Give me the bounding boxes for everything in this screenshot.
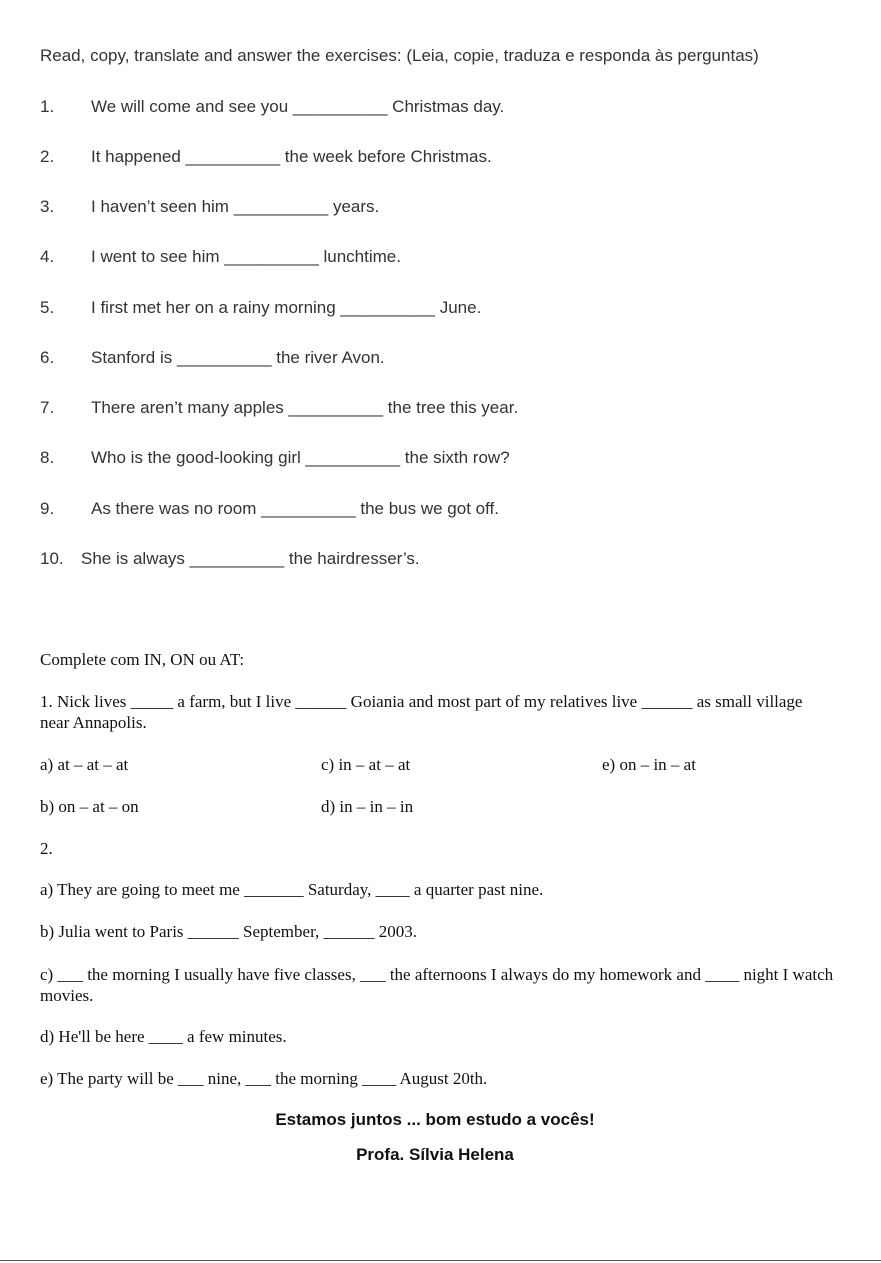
exercise-text: Who is the good-looking girl __________ the sixth row? [91, 448, 510, 467]
exercise-text: It happened __________ the week before Christmas. [91, 147, 492, 166]
q2-item-a: a) They are going to meet me _______ Saturday, ____ a quarter past nine. [40, 880, 544, 899]
exercise-text: Stanford is __________ the river Avon. [91, 348, 385, 367]
exercise-number: 3. [40, 197, 55, 216]
q2-item-b: b) Julia went to Paris ______ September, ______ 2003. [40, 922, 418, 941]
exercise-text: I haven’t seen him __________ years. [91, 197, 380, 216]
exercise-text: We will come and see you __________ Christmas day. [91, 97, 505, 116]
exercise-number: 6. [40, 348, 55, 367]
exercise-text: I went to see him __________ lunchtime. [91, 247, 401, 266]
option-c: c) in – at – at [321, 755, 411, 774]
closing-message: Estamos juntos ... bom estudo a vocês! [275, 1110, 595, 1129]
exercise-text: There aren’t many apples __________ the tree this year. [91, 398, 519, 417]
exercise-number: 5. [40, 298, 55, 317]
q2-item-e: e) The party will be ___ nine, ___ the morning ____ August 20th. [40, 1069, 488, 1088]
q2-item-c: c) ___ the morning I usually have five classes, ___ the afternoons I always do my homework and ____ night I watch movies. [40, 965, 834, 1005]
option-d: d) in – in – in [321, 797, 414, 816]
teacher-signature: Profa. Sílvia Helena [356, 1145, 514, 1164]
part2-question-1: 1. Nick lives _____ a farm, but I live ______ Goiania and most part of my relatives live ______ as small village near Annapolis. [40, 692, 803, 732]
exercise-number: 10. [40, 549, 64, 568]
exercise-text: She is always __________ the hairdresser’s. [81, 549, 420, 568]
page-bottom-divider [0, 1260, 881, 1261]
exercise-number: 9. [40, 499, 55, 518]
exercise-number: 7. [40, 398, 55, 417]
part2-question-2-label: 2. [40, 839, 53, 858]
exercise-number: 8. [40, 448, 55, 467]
option-e: e) on – in – at [602, 755, 696, 774]
q2-item-d: d) He'll be here ____ a few minutes. [40, 1027, 287, 1046]
instructions-heading: Read, copy, translate and answer the exercises: (Leia, copie, traduza e responda às perguntas) [40, 46, 759, 65]
exercise-text: I first met her on a rainy morning __________ June. [91, 298, 482, 317]
exercise-number: 4. [40, 247, 55, 266]
exercise-number: 1. [40, 97, 55, 116]
option-b: b) on – at – on [40, 797, 139, 816]
exercise-text: As there was no room __________ the bus we got off. [91, 499, 499, 518]
option-a: a) at – at – at [40, 755, 129, 774]
part2-title: Complete com IN, ON ou AT: [40, 650, 245, 669]
exercise-number: 2. [40, 147, 55, 166]
